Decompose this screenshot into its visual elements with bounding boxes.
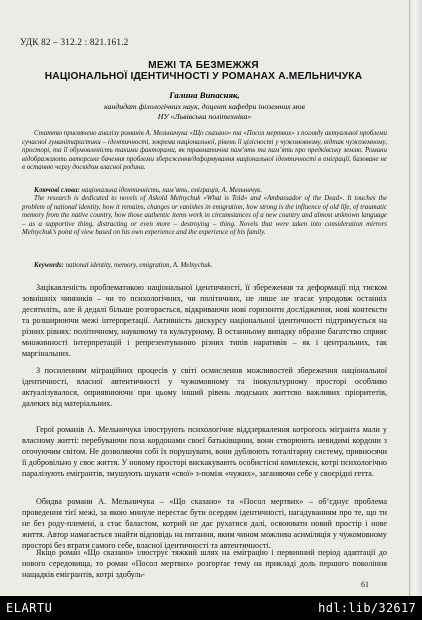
body-paragraph: Обидва романи А. Мельничука – «Що сказано» та «Посол мертвих» – об’єднує проблема проведення тієї межі, за якою минуле перестає бути осердям ідентичності, нагадуванням про те, що ти не без роду-племені, а стає баластом, котрий не дає рухатися далі, освоювати новий простір і нове життя. Автор намагається знайти відповідь на питання, яким чином можлива асиміляція у чужомовному просторі без втрати самого себе, власної ідентичності та автентичності. bbox=[22, 497, 387, 550]
author-affiliation: кандидат філологічних наук, доцент кафедри іноземних мов bbox=[104, 102, 305, 111]
abstract-english: The research is dedicated to novels of Askold Melnychuk «What is Told» and «Ambassador of the Dead». It touches the problem of national identity, how it remains, changes or vanishes in emigration, how strong is the influence of old life, of traumatic memory from the native country, how those authentic items work in circumstances of a new country and almost unknown language – as a supportive thing, distracting or even more – destroying – thing. Novels that were taken into consideration mirrors Melnychuk’s point of view based on his own experience and the experience of his family. bbox=[22, 195, 387, 237]
author-name: Галина Випасняк, bbox=[169, 90, 240, 100]
keywords-text: national identity, memory, emigration, A. Melnychuk. bbox=[63, 262, 213, 269]
body-paragraph: Зацікавленість проблематикою національної ідентичності, її збереження та деформації під тиском зовнішніх чинників – чи то психологічних, чи політичних, не лише не згасає упродовж останніх десятиліть, але й дедалі більше розгорається, відкриваючи нові горизонти дослідження, нові контексти та розширюючи межі інтерпретації. Активність дискурсу національної ідентичності підтримується на різних рівнях: політичному, науковому та культурному. В останньому випадку образне багатство сприяє множинності інтерпретацій і репрезентуванню різних типів наративів – як і центральних, так маргінальних. bbox=[22, 283, 387, 358]
keywords-text: національна ідентичність, пам’ять, еміграція, А. Мельничук. bbox=[79, 187, 262, 194]
udk-code: УДК 82 – 312.2 : 821.161.2 bbox=[20, 37, 129, 47]
keywords-label: Keywords: bbox=[34, 262, 64, 269]
article-title-line-2: НАЦІОНАЛЬНОЇ ІДЕНТИЧНОСТІ У РОМАНАХ А.МЕЛЬНИЧУКА bbox=[44, 71, 363, 82]
author-institution: НУ «Львівська політехніка» bbox=[157, 112, 252, 121]
body-paragraph: З посиленням міграційних процесів у світі осмислення можливостей збереження національної ідентичності, власної автентичності у чужомовному та інокультурному просторі особливо актуалізувалося, оприявнюючи при цьому інший рівень людських життєво важливих пріоритетів, далеких від матеріальних. bbox=[22, 366, 387, 408]
footer-handle-label: hdl:lib/32617 bbox=[318, 601, 416, 615]
keywords-english bbox=[22, 262, 387, 271]
article-title-line-1: МЕЖІ ТА БЕЗМЕЖЖЯ bbox=[148, 60, 259, 71]
page-edge bbox=[410, 0, 422, 600]
keywords-label: Ключові слова: bbox=[34, 187, 80, 194]
footer-left-label: ELARTU bbox=[6, 601, 53, 615]
abstract-ukrainian: Статтю присвячено аналізу романів А. Мельничука «Що сказано» та «Посол мертвих» з погляду актуальної проблеми сучасної гуманітаристики – ідентичності, зокрема національної, рівень її цілісності у чужомовному, відтак чужоземному, просторі, та її обумовленість такими факторами, як травматична пам’ять та пам’ять про предківську землю. Романи відображають авторське бачення проблеми збереження/деформування національної ідентичності в еміграції, базоване не в останню чергу досвідом власної родини. bbox=[22, 130, 387, 172]
body-paragraph: Якщо роман «Що сказано» ілюструє тяжкий шлях на еміграцію і первинний період адаптації до нового середовища, то роман «Посол мертвих» розгортає тему на прикладі доль першого покоління нащадків емігрантів, котрі здобуль- bbox=[22, 548, 387, 579]
page-number: 61 bbox=[361, 580, 369, 589]
body-paragraph: Герої романів А. Мельничука ілюструють психологічне віддзеркалення котрогось мігранта мали у власному житті: перебуваючи поза кордонами своєї батьківщини, вони створюють невидимі кордони з оточуючим світом. Не дозволяючи собі їх порушувати, вони дублюють тоталітарну систему, привносячи її добровільно у своє життя. У новому просторі вискакувають особистісні комплекси, котрі психологічно паралізують емігрантів, змушують шукати «свої» з-поміж «чужих», заганяючи себе у своєрідні гетта. bbox=[22, 425, 387, 478]
